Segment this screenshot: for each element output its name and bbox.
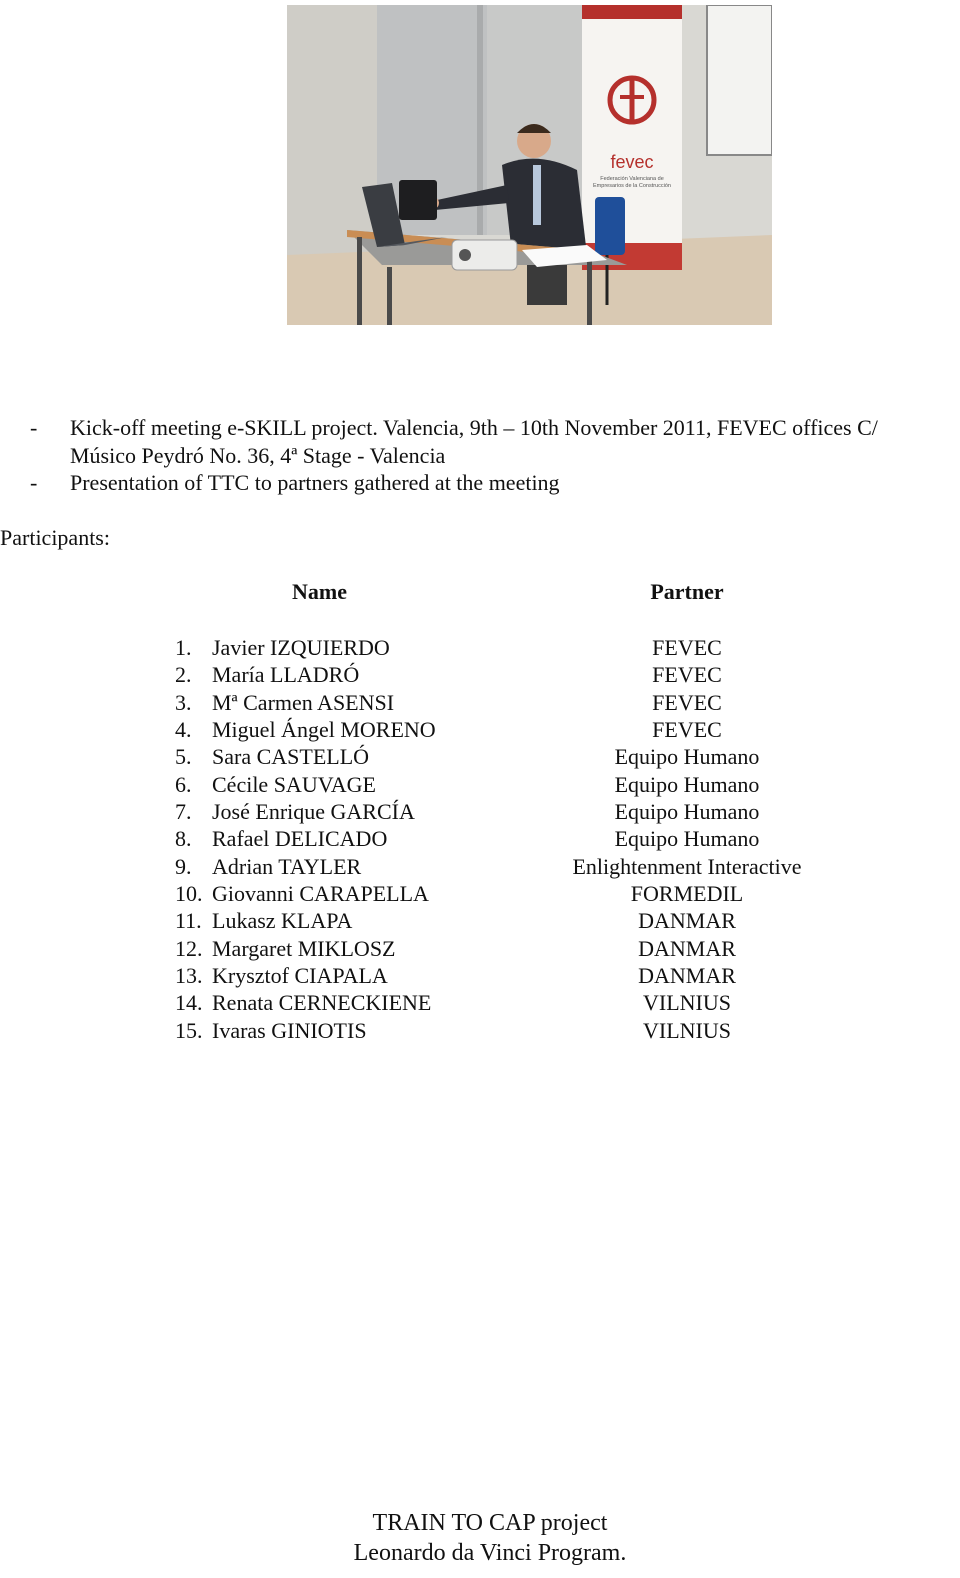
participants-label: Participants:: [0, 525, 110, 550]
bullet-dash: -: [30, 470, 38, 495]
participant-number: 7.: [175, 799, 192, 825]
participant-number: 2.: [175, 662, 192, 688]
participant-row: [0, 1017, 960, 1044]
participant-partner: FEVEC: [652, 635, 722, 660]
column-header-partner: Partner: [650, 579, 724, 604]
participant-partner: Equipo Humano: [614, 799, 760, 825]
banner-subtitle-2: Empresarios de la Construcción: [593, 183, 671, 189]
participant-number: 13.: [175, 963, 203, 989]
participant-partner: Enlightenment Interactive: [572, 853, 802, 879]
banner-logo-text: fevec: [610, 152, 654, 172]
participant-name: Margaret MIKLOSZ: [212, 935, 396, 961]
participant-number: 9.: [175, 853, 192, 879]
participant-partner: Equipo Humano: [614, 826, 760, 852]
participant-number: 4.: [175, 717, 192, 743]
participant-name: Adrian TAYLER: [212, 853, 362, 879]
participant-row: [0, 716, 960, 743]
participant-row: [0, 798, 960, 825]
participant-row: [0, 935, 960, 962]
participant-name: Cécile SAUVAGE: [212, 771, 376, 797]
participant-row: [0, 661, 960, 688]
participant-name: Rafael DELICADO: [212, 826, 388, 852]
bullet-line: Presentation of TTC to partners gathered at the meeting: [70, 470, 560, 495]
participant-row: [0, 962, 960, 989]
participant-number: 15.: [175, 1017, 203, 1043]
participant-number: 5.: [175, 744, 192, 770]
participants-list: [0, 634, 960, 1044]
participant-name: Renata CERNECKIENE: [212, 990, 432, 1016]
participant-name: Giovanni CARAPELLA: [212, 881, 429, 907]
participant-name: María LLADRÓ: [212, 662, 360, 688]
participant-row: [0, 989, 960, 1016]
participant-name: Miguel Ángel MORENO: [212, 717, 436, 743]
footer-program: Leonardo da Vinci Program.: [353, 1540, 627, 1566]
participant-number: 8.: [175, 826, 192, 852]
participant-row: [0, 771, 960, 798]
participant-number: 11.: [175, 908, 202, 934]
participant-number: 3.: [175, 689, 192, 715]
presentation-photo: [287, 5, 772, 325]
bullet-presentation: [0, 469, 960, 497]
participant-name: Mª Carmen ASENSI: [212, 689, 395, 715]
bullet-kickoff: [0, 414, 960, 469]
participant-number: 14.: [175, 990, 203, 1016]
meeting-notes: [0, 414, 960, 497]
bullet-line: Músico Peydró No. 36, 4ª Stage - Valencia: [70, 442, 446, 468]
participant-name: Krysztof CIAPALA: [212, 963, 388, 989]
participant-number: 1.: [175, 635, 192, 660]
participant-partner: FEVEC: [652, 689, 722, 715]
participant-partner: FEVEC: [652, 662, 722, 688]
participant-partner: FORMEDIL: [630, 881, 744, 907]
participant-partner: DANMAR: [638, 908, 736, 934]
participant-name: Javier IZQUIERDO: [212, 635, 390, 660]
participant-name: Ivaras GINIOTIS: [212, 1017, 367, 1043]
banner-subtitle-1: Federación Valenciana de: [600, 176, 664, 182]
participant-name: José Enrique GARCÍA: [212, 799, 415, 825]
participant-row: [0, 907, 960, 934]
participant-row: [0, 880, 960, 907]
footer: [0, 1508, 960, 1568]
participant-name: Lukasz KLAPA: [212, 908, 353, 934]
participant-name: Sara CASTELLÓ: [212, 744, 370, 770]
participant-partner: DANMAR: [638, 963, 736, 989]
bullet-dash: -: [30, 415, 38, 440]
participant-row: [0, 743, 960, 770]
participant-partner: DANMAR: [638, 935, 736, 961]
participant-row: [0, 853, 960, 880]
participant-row: [0, 634, 960, 661]
participant-partner: Equipo Humano: [614, 744, 760, 770]
participant-partner: VILNIUS: [643, 990, 731, 1016]
column-header-name: Name: [292, 579, 347, 604]
participant-row: [0, 689, 960, 716]
participant-number: 10.: [175, 881, 203, 907]
participant-number: 6.: [175, 771, 192, 797]
bullet-line: Kick-off meeting e-SKILL project. Valencia, 9th – 10th November 2011, FEVEC offices C/: [70, 415, 878, 440]
participant-partner: VILNIUS: [643, 1017, 731, 1043]
participant-partner: Equipo Humano: [614, 771, 760, 797]
participant-number: 12.: [175, 935, 203, 961]
footer-project: TRAIN TO CAP project: [372, 1510, 608, 1536]
participant-partner: FEVEC: [652, 717, 722, 743]
participant-row: [0, 825, 960, 852]
